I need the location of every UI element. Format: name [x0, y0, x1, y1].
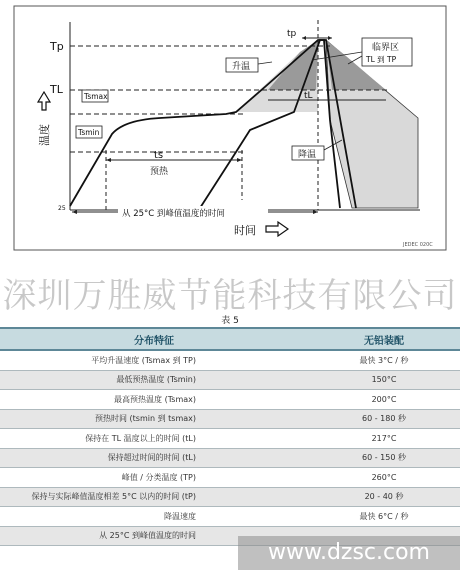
table-row — [0, 487, 460, 507]
tp-time-label: tp — [287, 29, 297, 39]
row-feature-cell: 平均升温速度 (Tsmax 到 TP) — [0, 350, 308, 370]
ramp-down-label: 降温 — [298, 150, 317, 160]
header-lead-free: 无铅装配 — [308, 328, 460, 350]
table-row — [0, 507, 460, 527]
critical-zone-line2: TL 到 TP — [366, 55, 397, 64]
row-feature-cell: 最高预热温度 (Tsmax) — [0, 390, 308, 410]
row-feature-cell: 预热时间 (tsmin 到 tsmax) — [0, 409, 308, 429]
tp-label: Tp — [50, 40, 64, 53]
row-value-cell: 最快 3°C / 秒 — [308, 350, 460, 370]
table-row — [0, 350, 460, 370]
table-row — [0, 390, 460, 410]
row-feature-cell: 从 25°C 到峰值温度的时间 — [0, 526, 308, 546]
row-value-cell: 217°C — [308, 429, 460, 449]
time-25-label: 从 25°C 到峰值温度的时间 — [122, 209, 225, 219]
table-caption: 表 5 — [221, 316, 239, 326]
tl-label: TL — [50, 83, 63, 96]
y-axis-label: 温度 — [38, 124, 51, 146]
row-value-cell: 260°C — [308, 468, 460, 488]
x-axis-label: 时间 — [234, 224, 256, 237]
table-row — [0, 448, 460, 468]
header-profile-feature: 分布特征 — [0, 328, 308, 350]
row-feature-cell: 降温速度 — [0, 507, 308, 527]
row-feature-cell: 峰值 / 分类温度 (TP) — [0, 468, 308, 488]
row-value-cell: 200°C — [308, 390, 460, 410]
row-value-cell: 60 - 150 秒 — [308, 448, 460, 468]
row-value-cell: 最快 6°C / 秒 — [308, 507, 460, 527]
t25-label: 25 — [58, 205, 66, 212]
reflow-spec-table — [0, 327, 460, 546]
reflow-profile-figure — [0, 0, 460, 262]
row-feature-cell: 保持与实际峰值温度相差 5°C 以内的时间 (tP) — [0, 487, 308, 507]
row-feature-cell: 保持超过时间的时间 (tL) — [0, 448, 308, 468]
table-row — [0, 409, 460, 429]
site-watermark: www.dzsc.com — [238, 536, 460, 570]
preheat-label: 预热 — [150, 167, 169, 177]
tsmin-label: Tsmin — [78, 128, 100, 137]
table-header-row — [0, 328, 460, 350]
ramp-up-label: 升温 — [232, 62, 251, 72]
table-row — [0, 429, 460, 449]
source-tag: JEDEC 020C — [403, 242, 433, 248]
ts-time-label: ts — [154, 150, 164, 161]
row-feature-cell: 最低预热温度 (Tsmin) — [0, 370, 308, 390]
row-value-cell: 20 - 40 秒 — [308, 487, 460, 507]
tsmax-label: Tsmax — [84, 92, 108, 101]
table-row — [0, 370, 460, 390]
table-row — [0, 468, 460, 488]
company-watermark: 深圳万胜威节能科技有限公司 — [2, 276, 458, 316]
critical-zone-line1: 临界区 — [372, 43, 400, 53]
row-value-cell: 60 - 180 秒 — [308, 409, 460, 429]
row-value-cell: 150°C — [308, 370, 460, 390]
tl-time-label: tL — [304, 91, 313, 101]
row-feature-cell: 保持在 TL 温度以上的时间 (tL) — [0, 429, 308, 449]
